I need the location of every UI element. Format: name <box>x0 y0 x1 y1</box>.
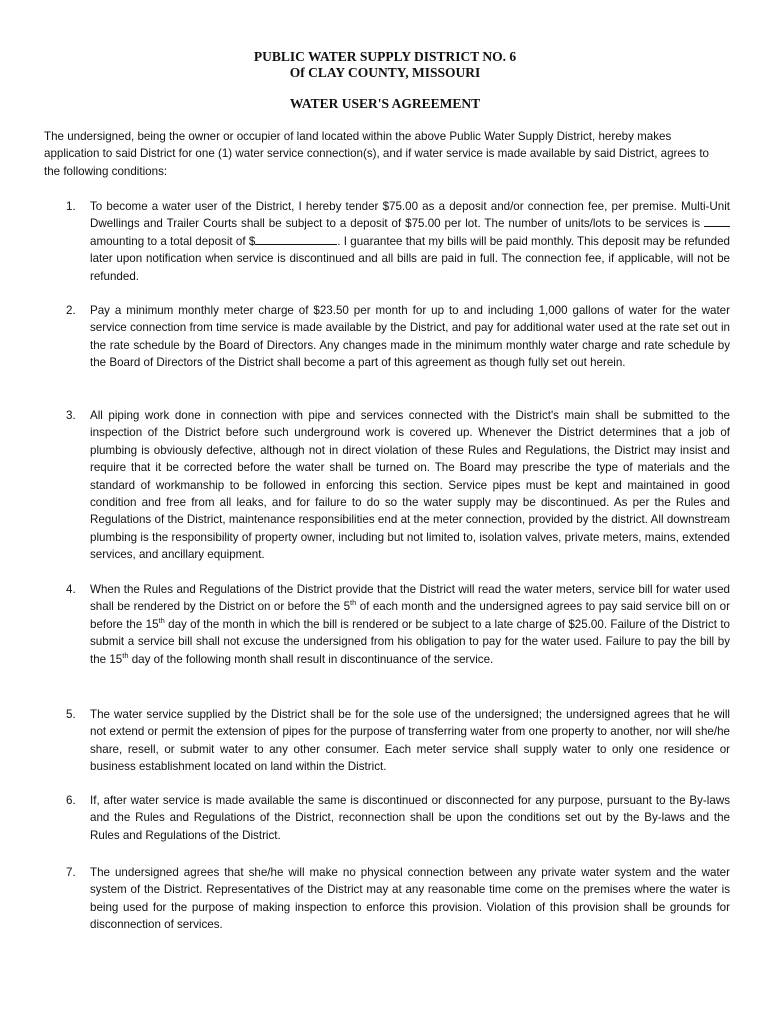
item-text-part: day of the month in which the bill is rendered or be subject to a late charge of $25.00. Failure of the District to submit a service bill shall not excuse the undersigned from his obligation to pay for the water used. Failure to pay the bill by the 15 <box>90 617 730 666</box>
item-number: 2. <box>66 304 76 317</box>
ordinal-suffix: th <box>122 650 129 660</box>
item-number: 4. <box>66 583 76 596</box>
item-text-part: . I guarantee that my bills will be paid monthly. This deposit may be refunded later upon notification when service is discontinued and all bills are paid in full. The connection fee, if applicable, will not be refunded. <box>90 234 730 283</box>
condition-item-4 <box>66 581 730 668</box>
item-number: 1. <box>66 200 76 213</box>
item-number: 5. <box>66 708 76 721</box>
total-deposit-blank[interactable] <box>255 233 337 245</box>
condition-item-6 <box>66 792 730 844</box>
item-text <box>90 198 730 285</box>
item-text-part: day of the following month shall result in discontinuance of the service. <box>128 652 494 666</box>
item-text: The water service supplied by the District shall be for the sole use of the undersigned; the undersigned agrees that he will not extend or permit the extension of pipes for the purpose of transferring water from one property to another, nor will she/he share, resell, or submit water to any other consumer. Each meter service shall supply water to only one residence or business establishment located on land within the District. <box>90 708 730 774</box>
item-text: The undersigned agrees that she/he will make no physical connection between any private water system and the water system of the District. Representatives of the District may at any reasonable time come on the premises where the water is being used for the purpose of making inspection to enforce this provision. Violation of this provision shall be grounds for disconnection of services. <box>90 866 730 932</box>
item-text-part: To become a water user of the District, I hereby tender $75.00 as a deposit and/or connection fee, per premise. Multi-Unit Dwellings and Trailer Courts shall be subject to a deposit of $75.00 per lot. The number of units/lots to be services is <box>90 200 730 231</box>
item-text-part: amounting to a total deposit of $ <box>90 234 256 248</box>
condition-item-3 <box>66 407 730 564</box>
item-text: Pay a minimum monthly meter charge of $23.50 per month for up to and including 1,000 gallons of water for the water service connection from time service is made available by the District, and pay for additional water used at the rate set out in the rate schedule by the Board of Directors. Any changes made in the minimum monthly water charge and rate schedule by the Board of Directors of the District shall become a part of this agreement as though fully set out herein. <box>90 304 730 370</box>
condition-item-5 <box>66 706 730 776</box>
item-text: All piping work done in connection with pipe and services connected with the District's main shall be submitted to the inspection of the District before such underground work is covered up. Whenever the District determines that a job of plumbing is obviously defective, although not in direct violation of these Rules and Regulations, the District may insist and require that it be corrected before the water shall be turned on. The Board may prescribe the type of materials and the standard of workmanship to be followed in enforcing this section. Service pipes must be kept and maintained in good condition and free from all leaks, and for failure to do so the water supply may be discontinued. As per the Rules and Regulations of the District, maintenance responsibilities end at the meter connection, provided by the district. All downstream plumbing is the responsibility of property owner, including but not limited to, isolation valves, private meters, mains, extended services, and ancillary equipment. <box>90 409 730 562</box>
intro-paragraph: The undersigned, being the owner or occupier of land located within the above Public Water Supply District, hereby makes application to said District for one (1) water service connection(s), and if water service is made available by said District, agrees to the following conditions: <box>44 130 709 178</box>
item-number: 3. <box>66 409 76 422</box>
item-number: 6. <box>66 794 76 807</box>
item-number: 7. <box>66 866 76 879</box>
item-text-part: When the Rules and Regulations of the District provide that the District will read the water meters, service bill for water used shall be rendered by the District on or before the 5 <box>90 583 730 614</box>
ordinal-suffix: th <box>350 598 357 608</box>
condition-item-1 <box>66 198 730 285</box>
agreement-title: WATER USER'S AGREEMENT <box>289 96 481 111</box>
condition-item-2 <box>66 302 730 372</box>
item-text: If, after water service is made available the same is discontinued or disconnected for any purpose, pursuant to the By-laws and the Rules and Regulations of the District, reconnection shall be upon the conditions set out by the By-laws and the Rules and Regulations of the District. <box>90 794 730 842</box>
item-text-part: of each month and the undersigned agrees to pay said service bill on or before the 15 <box>90 600 730 631</box>
county-heading: Of CLAY COUNTY, MISSOURI <box>289 65 481 80</box>
condition-item-7 <box>66 864 730 934</box>
item-text <box>90 581 730 668</box>
district-name-heading: PUBLIC WATER SUPPLY DISTRICT NO. 6 <box>253 49 517 64</box>
ordinal-suffix: th <box>158 615 165 625</box>
units-count-blank[interactable] <box>704 215 730 227</box>
